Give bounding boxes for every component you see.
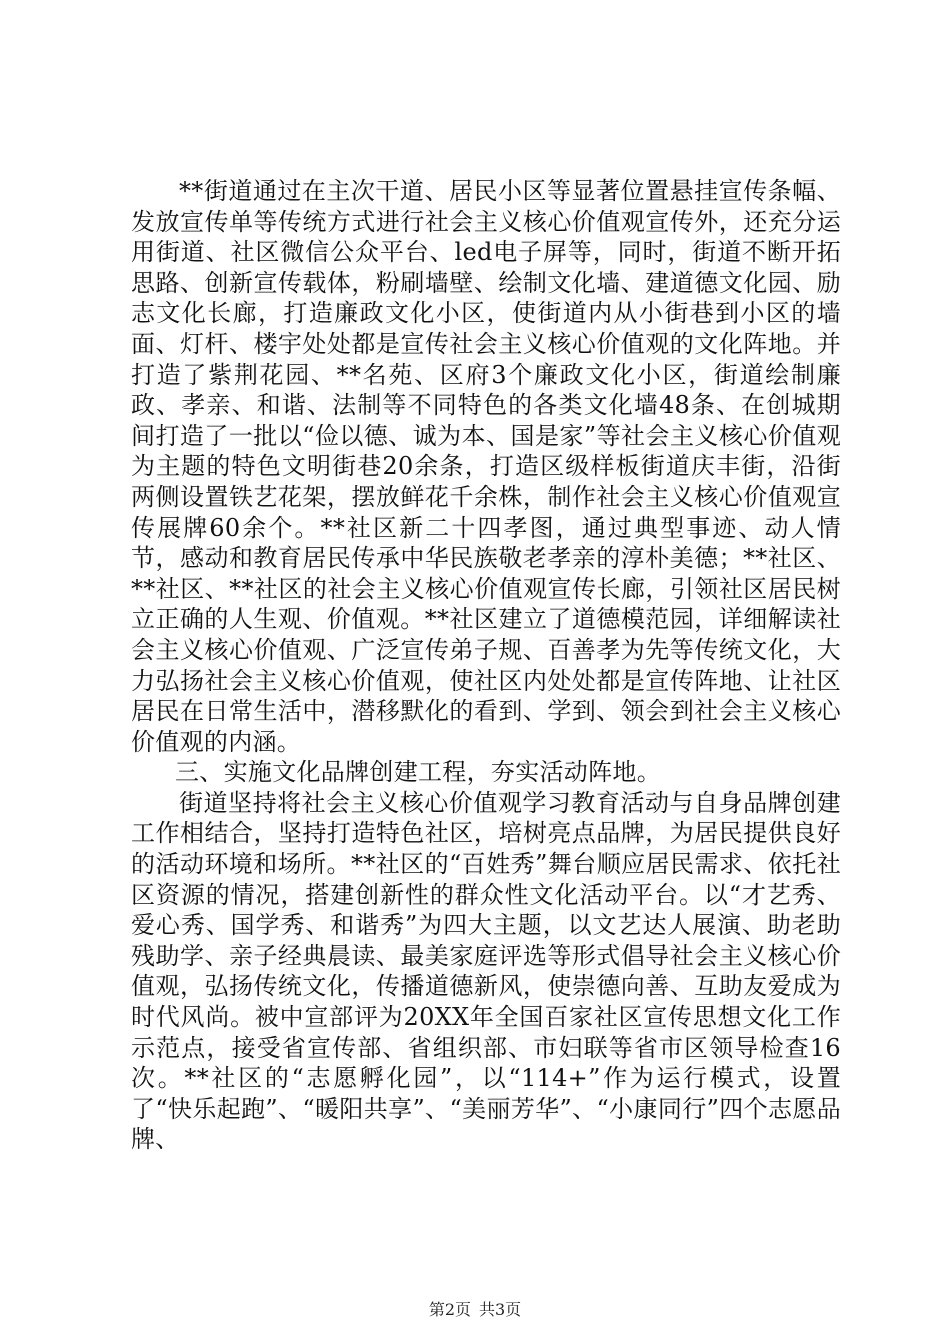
section-heading-3: 三、实施文化品牌创建工程，夯实活动阵地。 [175,758,661,787]
document-body [131,176,841,1155]
page-number-total: 共3页 [479,1300,522,1319]
page-number-current: 第2页 [428,1300,471,1319]
body-paragraph-1: **街道通过在主次干道、居民小区等显著位置悬挂宣传条幅、发放宣传单等传统方式进行社会主义核心价值观宣传外，还充分运用街道、社区微信公众平台、led电子屏等，同时，街道不断开拓思路、创新宣传载体，粉刷墙壁、绘制文化墙、建道德文化园、励志文化长廊，打造廉政文化小区，使街道内从小街巷到小区的墙面、灯杆、楼宇处处都是宣传社会主义核心价值观的文化阵地。并打造了紫荆花园、**名苑、区府3个廉政文化小区，街道绘制廉政、孝亲、和谐、法制等不同特色的各类文化墙48条、在创城期间打造了一批以“俭以德、诚为本、国是家”等社会主义核心价值观为主题的特色文明街巷20余条，打造区级样板街道庆丰街，沿街两侧设置铁艺花架，摆放鲜花千余株，制作社会主义核心价值观宣传展牌60余个。**社区新二十四孝图，通过典型事迹、动人情节，感动和教育居民传承中华民族敬老孝亲的淳朴美德；**社区、**社区、**社区的社会主义核心价值观宣传长廊，引领社区居民树立正确的人生观、价值观。**社区建立了道德模范园，详细解读社会主义核心价值观、广泛宣传弟子规、百善孝为先等传统文化，大力弘扬社会主义核心价值观，使社区内处处都是宣传阵地、让社区居民在日常生活中，潜移默化的看到、学到、领会到社会主义核心价值观的内涵。 [131,177,841,756]
body-paragraph-2: 街道坚持将社会主义核心价值观学习教育活动与自身品牌创建工作相结合，坚持打造特色社区，培树亮点品牌，为居民提供良好的活动环境和场所。**社区的“百姓秀”舞台顺应居民需求、依托社区资源的情况，搭建创新性的群众性文化活动平台。以“才艺秀、爱心秀、国学秀、和谐秀”为四大主题，以文艺达人展演、助老助残助学、亲子经典晨读、最美家庭评选等形式倡导社会主义核心价值观，弘扬传统文化，传播道德新风，使崇德向善、互助友爱成为时代风尚。被中宣部评为20XX年全国百家社区宣传思想文化工作示范点，接受省宣传部、省组织部、市妇联等省市区领导检查16次。**社区的“志愿孵化园”，以“114+”作为运行模式，设置了“快乐起跑”、“暖阳共享”、“美丽芳华”、“小康同行”四个志愿品牌、 [131,788,841,1154]
page-footer [0,1300,950,1320]
